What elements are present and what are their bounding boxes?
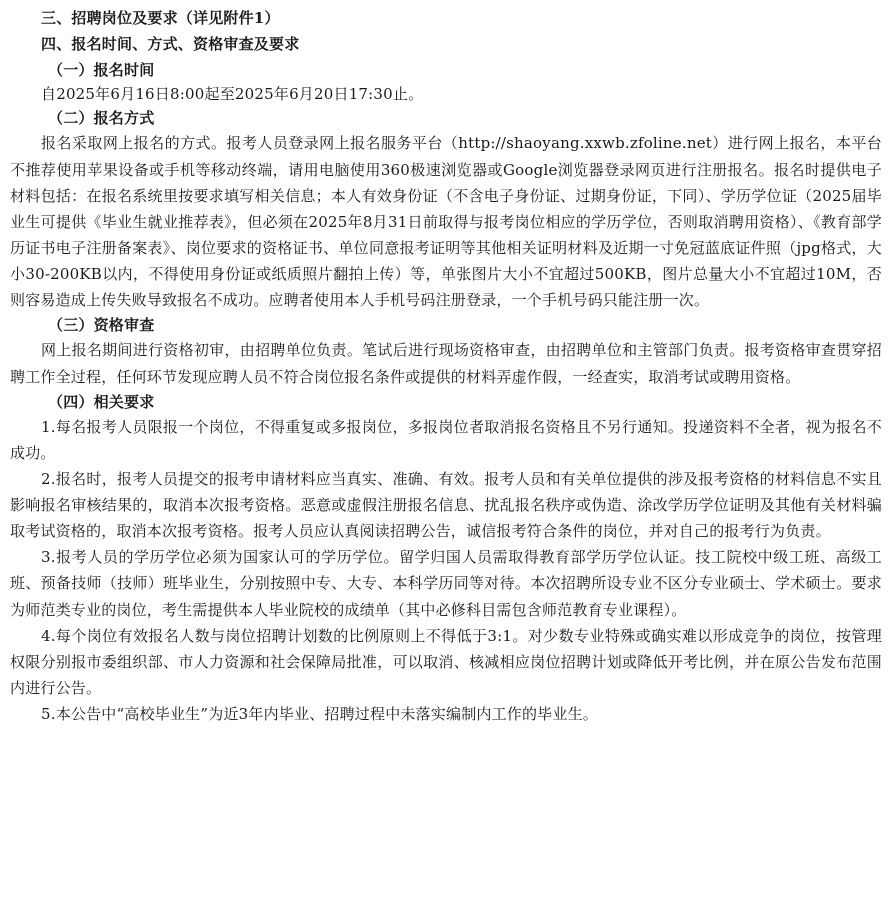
qualification-review-text: 网上报名期间进行资格初审，由招聘单位负责。笔试后进行现场资格审查，由招聘单位和主管部门负责。报考资格审查贯穿招聘工作全过程，任何环节发现应聘人员不符合岗位报名条件或提供的材料弄虚作假，一经查实，取消考试或聘用资格。	[10, 341, 882, 386]
subsection-qualification-review-title: （三）资格审查	[48, 316, 155, 335]
subsection-registration-time-title: （一）报名时间	[48, 60, 155, 79]
registration-time-text: 自2025年6月16日8:00起至2025年6月20日17:30止。	[41, 84, 424, 103]
requirement-item-4: 4.每个岗位有效报名人数与岗位招聘计划数的比例原则上不得低于3:1。对少数专业特殊或确实难以形成竞争的岗位，按管理权限分别报市委组织部、市人力资源和社会保障局批准，可以取消、核减相应岗位招聘计划或降低开考比例，并在原公告发布范围内进行公告。	[10, 626, 882, 697]
requirement-item-2: 2.报名时，报考人员提交的报考申请材料应当真实、准确、有效。报考人员和有关单位提供的涉及报考资格的材料信息不实且影响报名审核结果的，取消本次报考资格。恶意或虚假注册报名信息、扰乱报名秩序或伪造、涂改学历学位证明及其他有关材料骗取考试资格的，取消本次报考资格。报考人员应认真阅读招聘公告，诚信报考符合条件的岗位，并对自己的报考行为负责。	[10, 470, 882, 541]
requirement-item-3: 3.报考人员的学历学位必须为国家认可的学历学位。留学归国人员需取得教育部学历学位认证。技工院校中级工班、高级工班、预备技师（技师）班毕业生，分别按照中专、大专、本科学历同等对待。本次招聘所设专业不区分专业硕士、学术硕士。要求为师范类专业的岗位，考生需提供本人毕业院校的成绩单（其中必修科目需包含师范教育专业课程）。	[10, 548, 882, 619]
requirement-item-5: 5.本公告中“高校毕业生”为近3年内毕业、招聘过程中未落实编制内工作的毕业生。	[41, 704, 598, 723]
section-4-title: 四、报名时间、方式、资格审查及要求	[41, 34, 300, 53]
subsection-requirements-title: （四）相关要求	[48, 392, 155, 411]
requirement-item-1: 1.每名报考人员限报一个岗位，不得重复或多报岗位，多报岗位者取消报名资格且不另行通知。投递资料不全者，视为报名不成功。	[10, 417, 882, 463]
registration-method-text: 报名采取网上报名的方式。报考人员登录网上报名服务平台（http://shaoyang.xxwb.zfoline.net）进行网上报名，本平台不推荐使用苹果设备或手机等移动终端，请用电脑使用360极速浏览器或Google浏览器登录网页进行注册报名。报名时提供电子材料包括：在报名系统里按要求填写相关信息；本人有效身份证（不含电子身份证、过期身份证，下同）、学历学位证（2025届毕业生可提供《毕业生就业推荐表》，但必须在2025年8月31日前取得与报考岗位相应的学历学位，否则取消聘用资格）、《教育部学历证书电子注册备案表》、岗位要求的资格证书、单位同意报考证明等其他相关证明材料及近期一寸免冠蓝底证件照（jpg格式，大小30-200KB以内，不得使用身份证或纸质照片翻拍上传）等，单张图片大小不宜超过500KB，图片总量大小不宜超过10M，否则容易造成上传失败导致报名不成功。应聘者使用本人手机号码注册登录，一个手机号码只能注册一次。	[10, 134, 882, 310]
section-3-title: 三、招聘岗位及要求（详见附件1）	[41, 9, 280, 27]
subsection-registration-method-title: （二）报名方式	[48, 109, 155, 128]
